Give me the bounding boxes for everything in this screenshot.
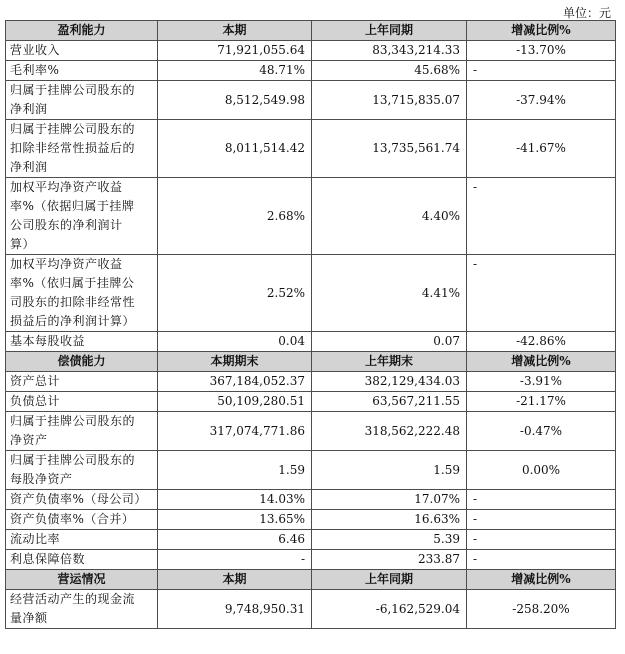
row-label [6,81,158,120]
table-row [6,490,616,510]
section-header-row [6,352,616,372]
column-header: 本期 [158,570,312,590]
previous-value: 1.59 [312,451,467,490]
table-row [6,372,616,392]
previous-value: 233.87 [312,550,467,570]
change-percent: - [467,61,616,81]
previous-value: 0.07 [312,332,467,352]
table-row [6,510,616,530]
current-value: 6.46 [158,530,312,550]
previous-value: 13,715,835.07 [312,81,467,120]
change-percent: - [467,510,616,530]
table-row [6,451,616,490]
current-value: 13.65% [158,510,312,530]
row-label-text: 资产总计 [10,374,61,388]
previous-value: 318,562,222.48 [312,412,467,451]
row-label-text: 资产负债率%（合并） [10,512,135,526]
current-value: 8,512,549.98 [158,81,312,120]
current-value: 2.52% [158,255,312,332]
previous-value: 382,129,434.03 [312,372,467,392]
change-percent: -21.17% [467,392,616,412]
previous-value: 4.41% [312,255,467,332]
current-value: - [158,550,312,570]
column-header: 盈利能力 [6,21,158,41]
table-row [6,550,616,570]
section-header-row [6,21,616,41]
current-value: 71,921,055.64 [158,41,312,61]
row-label-text: 经营活动产生的现金流 量净额 [10,592,136,625]
previous-value: -6,162,529.04 [312,590,467,629]
row-label-text: 资产负债率%（母公司） [10,492,147,506]
previous-value: 63,567,211.55 [312,392,467,412]
section-header-row [6,570,616,590]
row-label-text: 归属于挂牌公司股东的 每股净资产 [10,453,136,486]
column-header: 营运情况 [6,570,158,590]
previous-value: 4.40% [312,178,467,255]
current-value: 8,011,514.42 [158,120,312,178]
previous-value: 45.68% [312,61,467,81]
row-label-text: 归属于挂牌公司股东的 净利润 [10,83,136,116]
column-header: 上年期末 [312,352,467,372]
table-row [6,530,616,550]
change-percent: - [467,255,616,332]
current-value: 9,748,950.31 [158,590,312,629]
table-row [6,178,616,255]
change-percent: -258.20% [467,590,616,629]
row-label [6,120,158,178]
current-value: 367,184,052.37 [158,372,312,392]
row-label [6,392,158,412]
table-row [6,61,616,81]
change-percent: -42.86% [467,332,616,352]
table-row [6,81,616,120]
row-label [6,41,158,61]
previous-value: 13,735,561.74 [312,120,467,178]
row-label [6,332,158,352]
column-header: 增减比例% [467,570,616,590]
change-percent: - [467,490,616,510]
row-label-text: 归属于挂牌公司股东的 净资产 [10,414,136,447]
previous-value: 5.39 [312,530,467,550]
change-percent: - [467,530,616,550]
row-label-text: 利息保障倍数 [10,552,86,566]
row-label-text: 基本每股收益 [10,334,86,348]
previous-value: 83,343,214.33 [312,41,467,61]
change-percent: - [467,178,616,255]
change-percent: -37.94% [467,81,616,120]
current-value: 1.59 [158,451,312,490]
row-label [6,530,158,550]
change-percent: 0.00% [467,451,616,490]
column-header: 本期期末 [158,352,312,372]
change-percent: -13.70% [467,41,616,61]
row-label [6,490,158,510]
row-label [6,550,158,570]
row-label [6,372,158,392]
column-header: 上年同期 [312,570,467,590]
column-header: 本期 [158,21,312,41]
current-value: 2.68% [158,178,312,255]
previous-value: 16.63% [312,510,467,530]
column-header: 上年同期 [312,21,467,41]
change-percent: - [467,550,616,570]
current-value: 0.04 [158,332,312,352]
row-label [6,61,158,81]
row-label [6,412,158,451]
table-row [6,332,616,352]
table-row [6,120,616,178]
row-label-text: 流动比率 [10,532,61,546]
table-row [6,590,616,629]
current-value: 50,109,280.51 [158,392,312,412]
table-row [6,41,616,61]
row-label [6,255,158,332]
row-label-text: 归属于挂牌公司股东的 扣除非经常性损益后的 净利润 [10,122,136,174]
change-percent: -3.91% [467,372,616,392]
financial-indicators-table [5,20,616,629]
current-value: 317,074,771.86 [158,412,312,451]
row-label-text: 毛利率% [10,63,60,77]
current-value: 14.03% [158,490,312,510]
row-label-text: 加权平均净资产收益 率%（依据归属于挂牌 公司股东的净利润计 算） [10,180,135,251]
row-label [6,178,158,255]
row-label-text: 负债总计 [10,394,61,408]
table-row [6,255,616,332]
unit-label: 单位：元 [562,6,611,20]
row-label-text: 营业收入 [10,43,61,57]
column-header: 偿债能力 [6,352,158,372]
row-label [6,451,158,490]
column-header: 增减比例% [467,352,616,372]
row-label [6,590,158,629]
column-header: 增减比例% [467,21,616,41]
current-value: 48.71% [158,61,312,81]
previous-value: 17.07% [312,490,467,510]
row-label [6,510,158,530]
row-label-text: 加权平均净资产收益 率%（依归属于挂牌公 司股东的扣除非经常性 损益后的净利润计算） [10,257,136,328]
table-row [6,412,616,451]
table-row [6,392,616,412]
change-percent: -0.47% [467,412,616,451]
change-percent: -41.67% [467,120,616,178]
